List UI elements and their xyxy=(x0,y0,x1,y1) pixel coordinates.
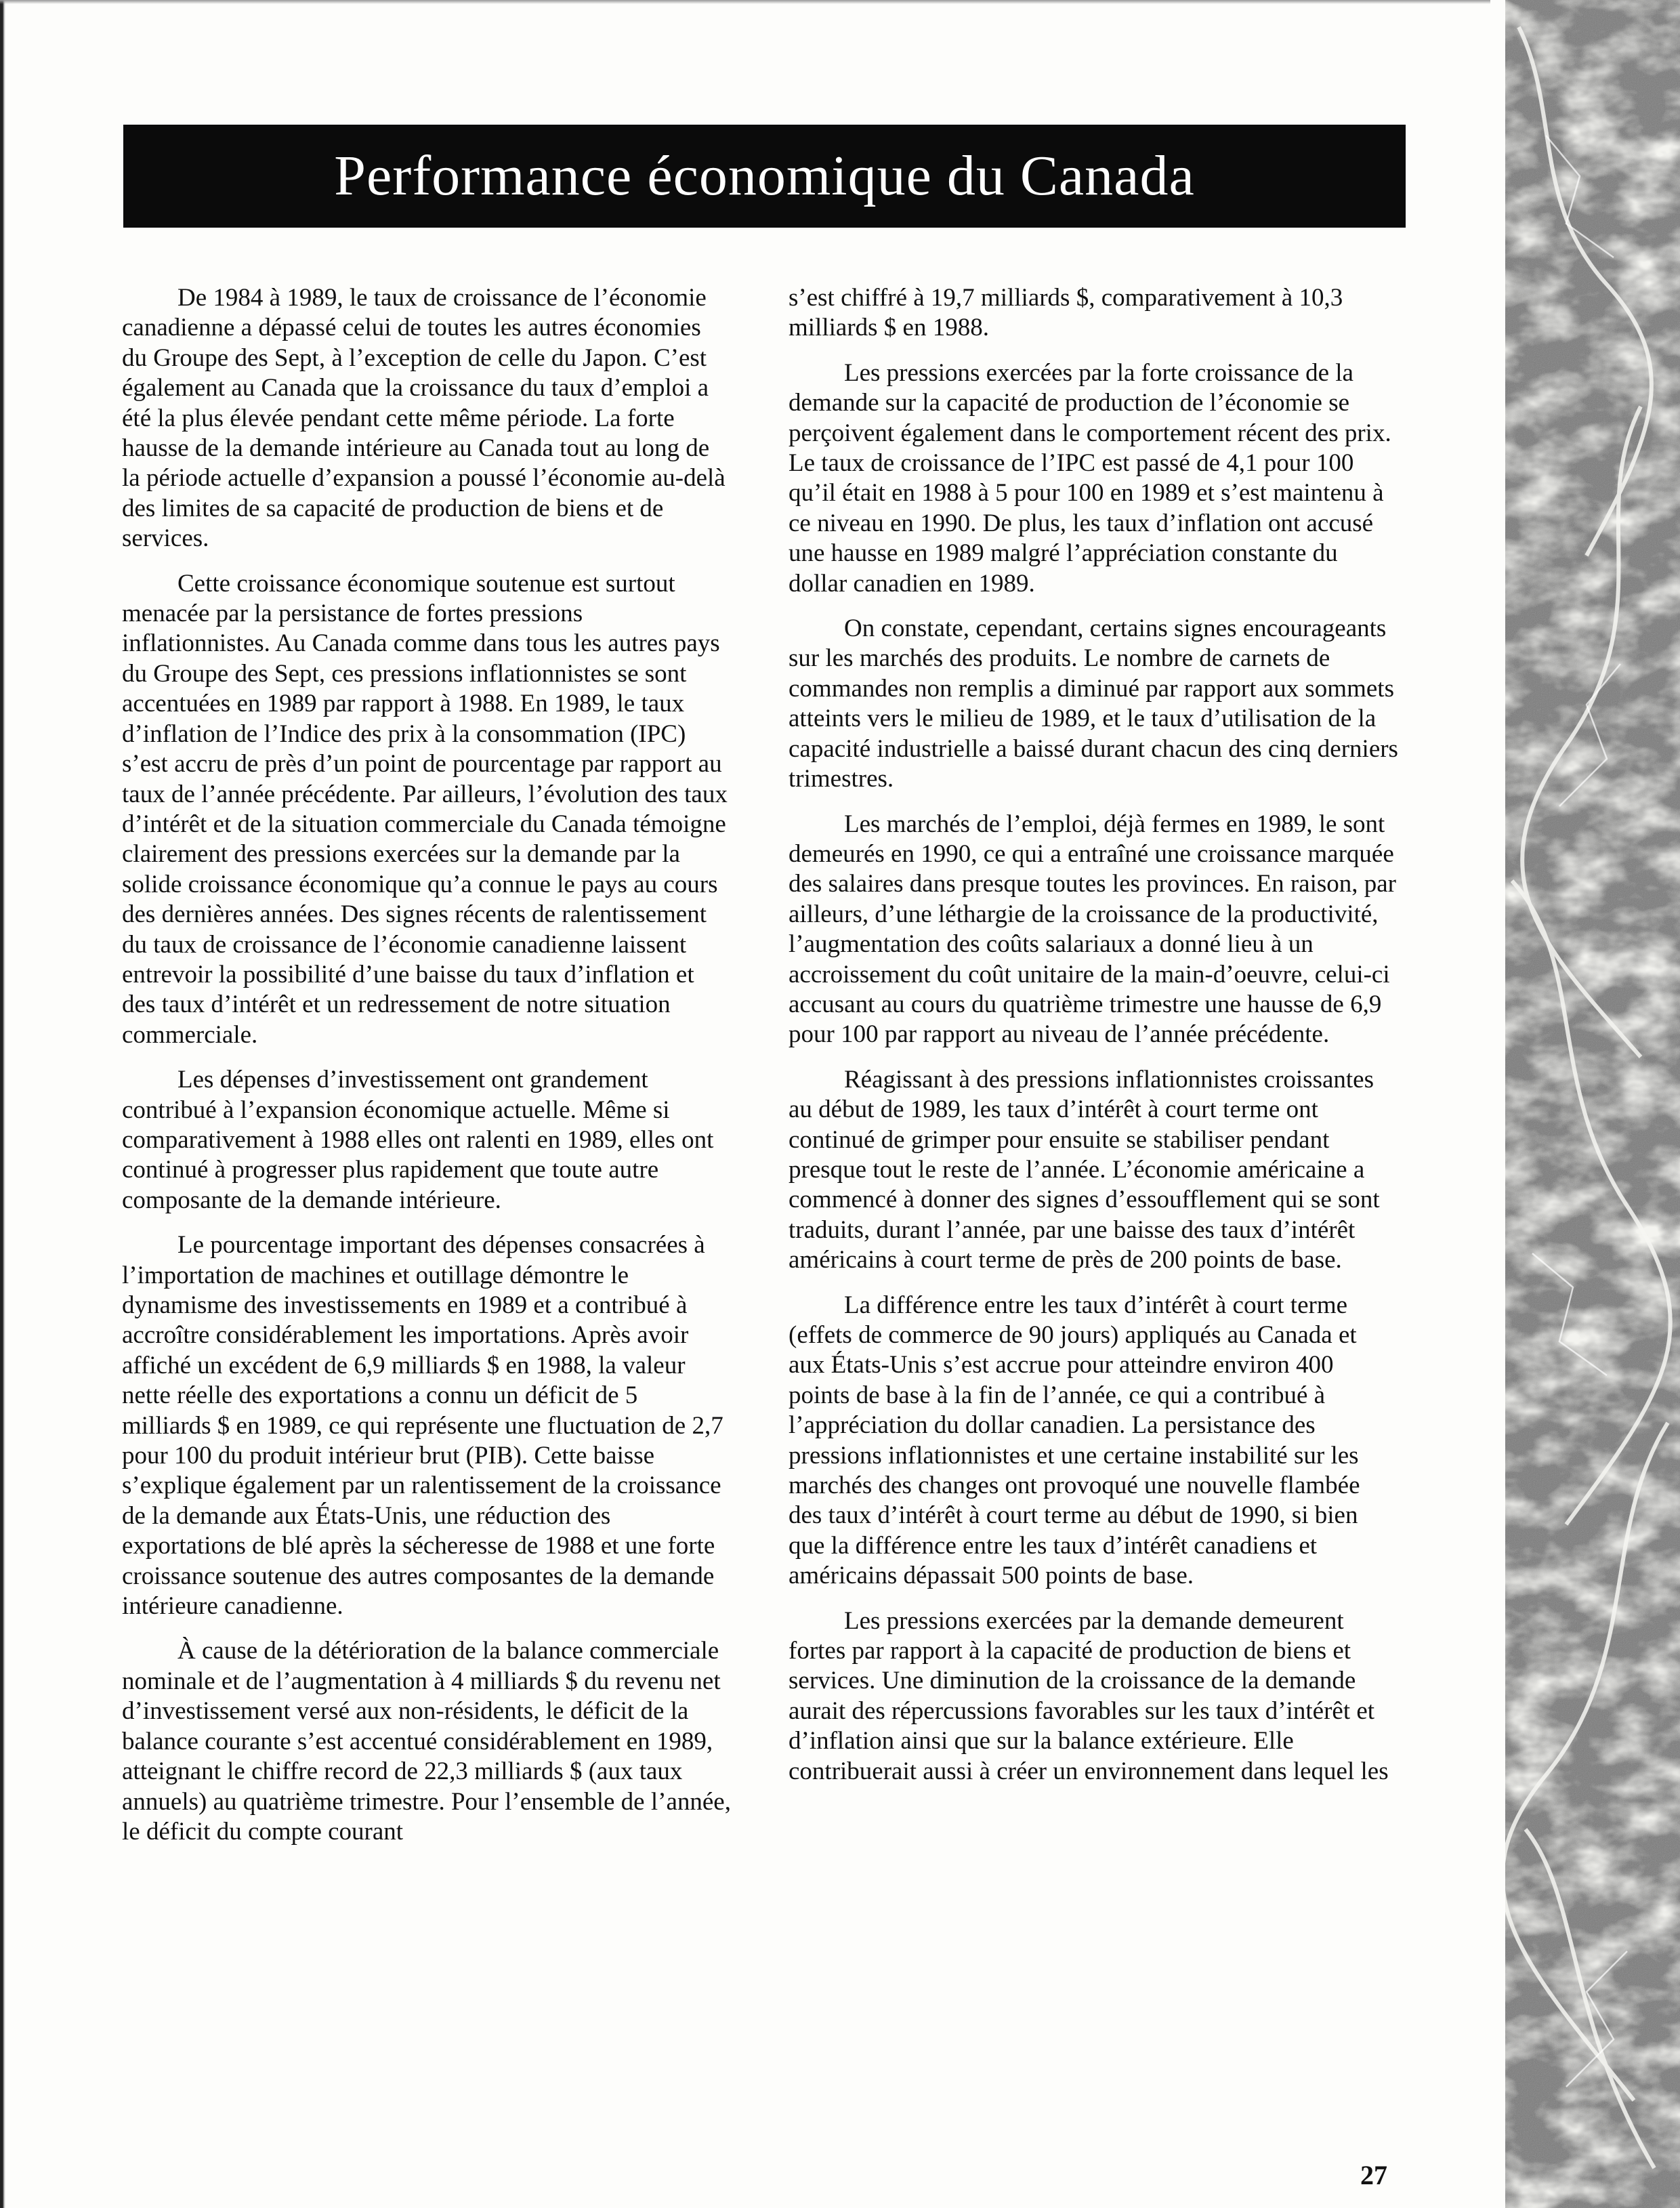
marbled-side-strip xyxy=(1505,0,1680,2208)
paragraph: Réagissant à des pressions inflationnistes croissantes au début de 1989, les taux d’intérêt à court terme ont continué de grimper pour ensuite se stabiliser pendant presque tout le reste de l’année. L’économie américaine a commencé à donner des signes d’essoufflement qui se sont traduits, durant l’année, par une baisse des taux d’intérêt américains à court terme de près de 200 points de base. xyxy=(789,1065,1380,1274)
page-title: Performance économique du Canada xyxy=(334,144,1195,207)
scan-left-edge xyxy=(0,0,5,2208)
paragraph-continuation: s’est chiffré à 19,7 milliards $, comparativement à 10,3 milliards $ en 1988. xyxy=(789,284,1343,342)
body-columns xyxy=(122,283,1398,2112)
paragraph: Les dépenses d’investissement ont grandement contribué à l’expansion économique actuelle. Même si comparativement à 1988 elles ont ralenti en 1989, elles ont continué à progresser plus rapidement que toute autre composante de la demande intérieure. xyxy=(122,1066,714,1214)
paragraph: On constate, cependant, certains signes encourageants sur les marchés des produits. Le nombre de carnets de commandes non remplis a diminué par rapport aux sommets atteints vers le milieu de 1989, et le taux d’utilisation de la capacité industrielle a baissé durant chacun des cinq derniers trimestres. xyxy=(789,615,1398,793)
paragraph: À cause de la détérioration de la balance commerciale nominale et de l’augmentation à 4 milliards $ du revenu net d’investissement versé aux non-résidents, le déficit de la balance courante s’est accentué considérablement en 1989, atteignant le chiffre record de 22,3 milliards $ (aux taux annuels) au quatrième trimestre. Pour l’ensemble de l’année, le déficit du compte courant xyxy=(122,1637,731,1846)
paragraph: Cette croissance économique soutenue est surtout menacée par la persistance de fortes pressions inflationnistes. Au Canada comme dans tous les autres pays du Groupe des Sept, ces pressions inflationnistes se sont accentuées en 1989 par rapport à 1988. En 1989, le taux d’inflation de l’Indice des prix à la consommation (IPC) s’est accru de près d’un point de pourcentage par rapport au taux de l’année précédente. Par ailleurs, l’évolution des taux d’intérêt et de la situation commerciale du Canada témoigne clairement des pressions exercées sur la demande par la solide croissance économique qu’a connue le pays au cours des dernières années. Des signes récents de ralentissement du taux de croissance de l’économie canadienne laissent entrevoir la possibilité d’une baisse du taux d’inflation et des taux d’intérêt et un redressement de notre situation commerciale. xyxy=(122,569,728,1049)
paragraph: Les marchés de l’emploi, déjà fermes en 1989, le sont demeurés en 1990, ce qui a entraîné une croissance marquée des salaires dans presque toutes les provinces. En raison, par ailleurs, d’une léthargie de la croissance de la productivité, l’augmentation des coûts salariaux a donné lieu à un accroissement du coût unitaire de la main-d’oeuvre, celui-ci accusant au cours du quatrième trimestre une hausse de 6,9 pour 100 par rapport au niveau de l’année précédente. xyxy=(789,810,1396,1049)
right-column xyxy=(789,283,1398,1801)
paragraph: La différence entre les taux d’intérêt à court terme (effets de commerce de 90 jours) appliqués au Canada et aux États-Unis s’est accrue pour atteindre environ 400 points de base à la fin de l’année, ce qui a contribué à l’appréciation du dollar canadien. La persistance des pressions inflationnistes et une certaine instabilité sur les marchés des changes ont provoqué une nouvelle flambée des taux d’intérêt à court terme au début de 1990, si bien que la différence entre les taux d’intérêt canadiens et américains dépassait 500 points de base. xyxy=(789,1291,1360,1590)
left-column xyxy=(122,283,732,1862)
marble-texture-graphic xyxy=(1505,0,1680,2208)
paragraph: Les pressions exercées par la demande demeurent fortes par rapport à la capacité de production de biens et services. Une diminution de la croissance de la demande aurait des répercussions favorables sur les taux d’intérêt et d’inflation ainsi que sur la balance extérieure. Elle contribuerait aussi à créer un environnement dans lequel les xyxy=(789,1606,1389,1785)
title-banner xyxy=(123,125,1406,228)
page-number: 27 xyxy=(1360,2160,1387,2190)
paragraph: De 1984 à 1989, le taux de croissance de l’économie canadienne a dépassé celui de toutes les autres économies du Groupe des Sept, à l’exception de celle du Japon. C’est également au Canada que la croissance du taux d’emploi a été la plus élevée pendant cette même période. La forte hausse de la demande intérieure au Canada tout au long de la période actuelle d’expansion a poussé l’économie au-delà des limites de sa capacité de production de biens et de services. xyxy=(122,284,726,553)
paragraph: Les pressions exercées par la forte croissance de la demande sur la capacité de production de l’économie se perçoivent également dans le comportement récent des prix. Le taux de croissance de l’IPC est passé de 4,1 pour 100 qu’il était en 1988 à 5 pour 100 en 1989 et s’est maintenu à ce niveau en 1990. De plus, les taux d’inflation ont accusé une hausse en 1989 malgré l’appréciation constante du dollar canadien en 1989. xyxy=(789,358,1391,598)
scan-top-edge xyxy=(0,0,1490,4)
paragraph: Le pourcentage important des dépenses consacrées à l’importation de machines et outillage démontre le dynamisme des investissements en 1989 et a contribué à accroître considérablement les importations. Après avoir affiché un excédent de 6,9 milliards $ en 1988, la valeur nette réelle des exportations a connu un déficit de 5 milliards $ en 1989, ce qui représente une fluctuation de 2,7 pour 100 du produit intérieur brut (PIB). Cette baisse s’explique également par un ralentissement de la croissance de la demande aux États-Unis, une réduction des exportations de blé après la sécheresse de 1988 et une forte croissance soutenue des autres composantes de la demande intérieure canadienne. xyxy=(122,1231,723,1621)
